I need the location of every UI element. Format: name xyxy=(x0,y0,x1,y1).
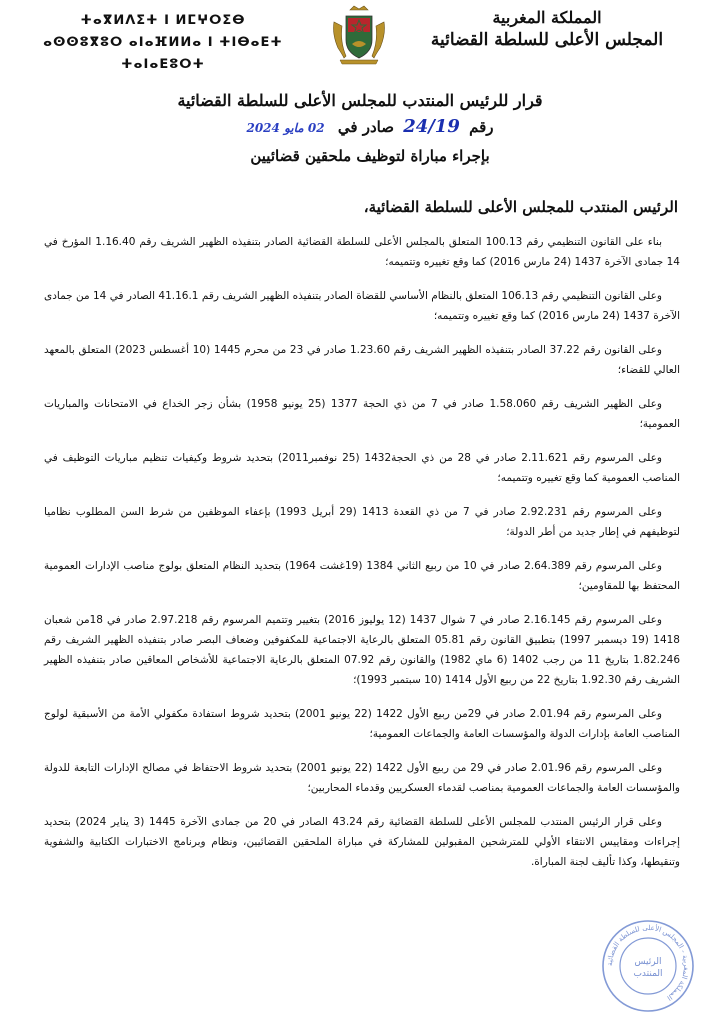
legal-reference-paragraph: وعلى المرسوم رقم 2.64.389 صادر في 10 من ربيع الثاني 1384 (19غشت 1964) بتحديد النظام المتعلق بولوج مناصب الإدارات العمومية المحتفظ بها للمقاومين؛ xyxy=(44,560,680,592)
kingdom-name-arabic: المملكة المغربية xyxy=(492,8,602,27)
header-tifinagh xyxy=(28,10,298,76)
decision-date: 02 مايو 2024 xyxy=(246,121,325,135)
legal-reference-paragraph: وعلى قرار الرئيس المنتدب للمجلس الأعلى للسلطة القضائية رقم 43.24 الصادر في 20 من جمادى الآخرة 1445 (3 يناير 2024) بتحديد إجراءات ومقاييس الانتقاء الأولي للمترشحين المقبولين للمشاركة في مباراة الملحقين القضائيين، ونظام وبرنامج الاختبارات الكتابية والشفوية وتنقيطها، وكذا تأليف لجنة المباراة. xyxy=(44,816,680,868)
legal-reference-paragraph: وعلى القانون رقم 37.22 الصادر بتنفيذه الظهير الشريف رقم 1.23.60 صادر في 23 من محرم 1445 (10 أغسطس 2023) المتعلق بالمعهد العالي للقضاء؛ xyxy=(44,344,680,376)
legal-reference-paragraph: وعلى المرسوم رقم 2.01.94 صادر في 29من ربيع الأول 1422 (22 يونيو 2001) بتحديد شروط استفادة مكفولي الأمة من الأسبقية لولوج المناصب العامة بإدارات الدولة والمؤسسات العامة والجماعات العمومية؛ xyxy=(44,708,680,740)
council-name-arabic: المجلس الأعلى للسلطة القضائية xyxy=(430,30,664,50)
decision-number-prefix: رقم xyxy=(469,118,494,136)
decision-number: 24/19 xyxy=(403,116,460,137)
legal-reference-paragraph: وعلى المرسوم رقم 2.16.145 صادر في 7 شوال 1437 (12 يوليوز 2016) بتغيير وتتميم المرسوم رقم 2.97.218 صادر في 18من شعبان 1418 (19 ديسمبر 1997) بتطبيق القانون رقم 05.81 المتعلق بالرعاية الاجتماعية للمكفوفين وضعاف البصر صادر بتنفيذه الظهير الشريف رقم 1.82.246 بتاريخ 11 من رجب 1402 (6 ماي 1982) والقانون رقم 07.92 المتعلق بالرعاية الاجتماعية للأشخاص المعاقين صادر بتنفيذه الظهير الشريف رقم 1.92.30 بتاريخ 22 من ربيع الأول 1414 (10 سبتمبر 1993)؛ xyxy=(44,614,681,686)
legal-reference-paragraph: وعلى الظهير الشريف رقم 1.58.060 صادر في 7 من ذي الحجة 1377 (25 يونيو 1958) بشأن زجر الخداع في الامتحانات والمباريات العمومية؛ xyxy=(44,398,680,430)
legal-reference-paragraph: وعلى القانون التنظيمي رقم 106.13 المتعلق بالنظام الأساسي للقضاة الصادر بتنفيذه الظهير الشريف رقم 41.16.1 الصادر في 14 من جمادى الآخرة 1437 (24 مارس 2016) كما وقع تغييره وتتميمه؛ xyxy=(44,290,680,322)
official-stamp xyxy=(600,918,696,1014)
kingdom-name-tifinagh: ⵜⴰⴳⵍⴷⵉⵜ ⵏ ⵍⵎⵖⵔⵉⴱ xyxy=(80,13,246,28)
stamp-center-line1: الرئيس xyxy=(634,957,662,967)
council-name-tifinagh: ⴰⵙⵙⵓⴳⵓⵔ ⴰⵏⴰⴼⵍⵍⴰ ⵏ ⵜⵏⴱⴰⴹⵜ ⵜⴰⵏⴰⴹⵓⵔⵜ xyxy=(43,35,283,72)
legal-reference-paragraph: بناء على القانون التنظيمي رقم 100.13 المتعلق بالمجلس الأعلى للسلطة القضائية الصادر بتنفيذه الظهير الشريف رقم 1.16.40 المؤرخ في 14 جمادى الآخرة 1437 (24 مارس 2016) كما وقع تغييره وتتميمه؛ xyxy=(44,236,680,268)
decision-title: قرار للرئيس المنتدب للمجلس الأعلى للسلطة القضائية xyxy=(177,91,543,110)
header-arabic xyxy=(412,8,682,52)
legal-reference-paragraph: وعلى المرسوم رقم 2.92.231 صادر في 7 من ذي القعدة 1413 (29 أبريل 1993) بإعفاء الموظفين من شرط السن المطلوب نظاميا لتوظيفهم في إطار جديد من أطر الدولة؛ xyxy=(44,506,680,538)
legal-reference-paragraph: وعلى المرسوم رقم 2.11.621 صادر في 28 من ذي الحجة1432 (25 نوفمبر2011) بتحديد شروط وكيفيات تنظيم مباريات التوظيف في المناصب العمومية كما وقع تغييره وتتميمه؛ xyxy=(44,452,680,484)
stamp-center-line2: المنتدب xyxy=(633,969,663,979)
stamp-ring-text: المملكة المغربية - المجلس الأعلى للسلطة القضائية xyxy=(605,923,691,1002)
legal-reference-paragraph: وعلى المرسوم رقم 2.01.96 صادر في 29 من ربيع الأول 1422 (22 يونيو 2001) بتحديد شروط الاحتفاظ في مصالح الإدارات التابعة للدولة والمؤسسات العامة والجماعات العمومية بمناصب لقدماء العسكريين وقدماء المحاربين؛ xyxy=(44,762,680,794)
preamble-title: الرئيس المنتدب للمجلس الأعلى للسلطة القضائية، xyxy=(363,198,678,216)
preamble-body xyxy=(44,232,680,886)
decision-subject: بإجراء مباراة لتوظيف ملحقين قضائيين xyxy=(250,147,490,165)
decision-number-line xyxy=(180,116,560,139)
decision-number-suffix: صادر في xyxy=(337,118,394,136)
coat-of-arms-emblem xyxy=(330,4,388,66)
